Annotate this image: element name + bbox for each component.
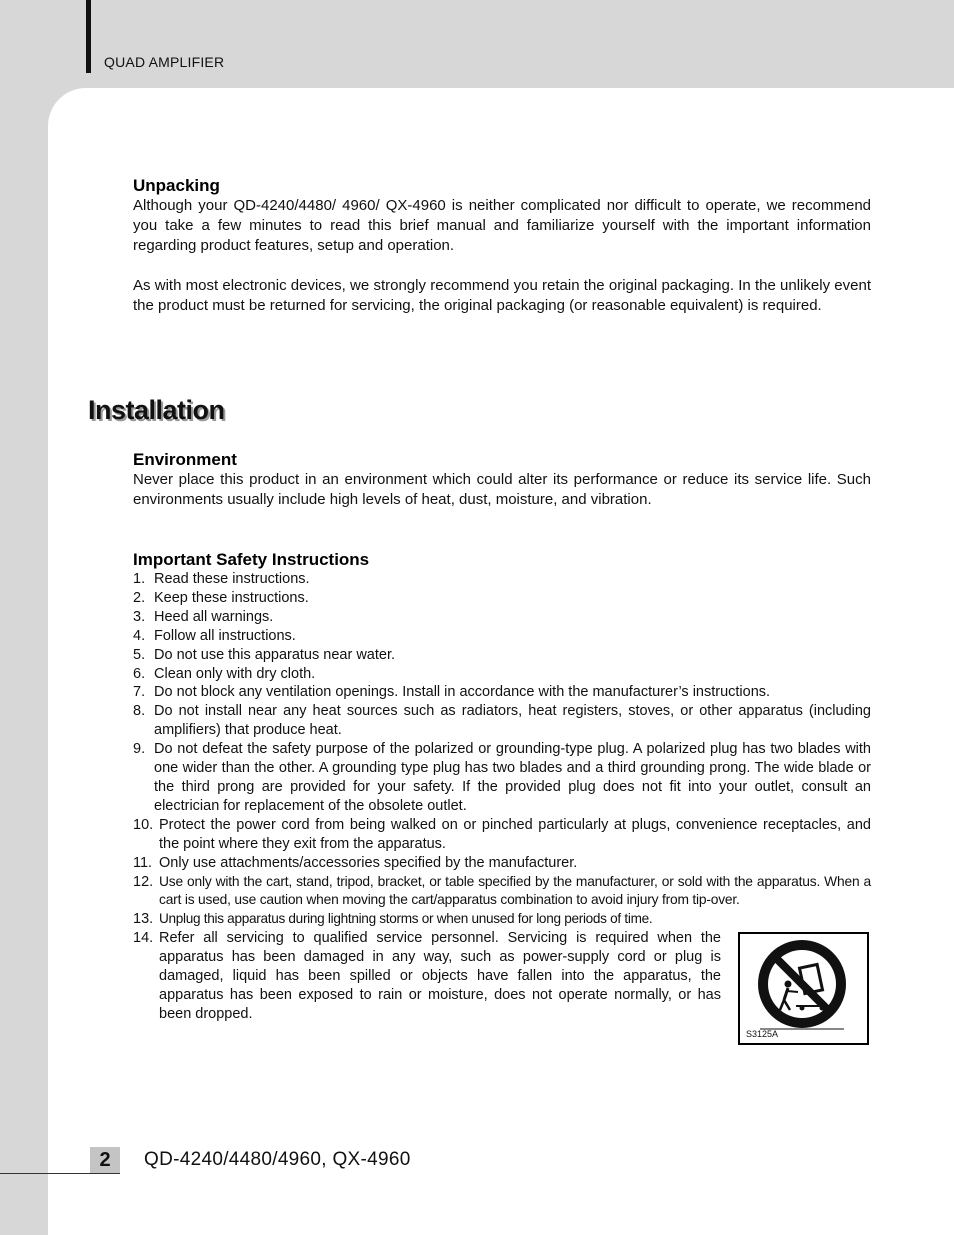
list-item: 11. Only use attachments/accessories specified by the manufacturer. — [133, 854, 578, 871]
unpacking-section — [133, 175, 871, 316]
list-item: 2. Keep these instructions. — [133, 589, 309, 606]
page-number: 2 — [90, 1147, 120, 1173]
unpacking-heading: Unpacking — [133, 176, 220, 195]
list-item: 7. Do not block any ventilation openings. Install in accordance with the manufacturer’s instructions. — [133, 684, 771, 701]
list-item: 13. Unplug this apparatus during lightning storms or when unused for long periods of time. — [133, 911, 653, 928]
list-item: 10. Protect the power cord from being walked on or pinched particularly at plugs, convenience receptacles, and the point where they exit from the apparatus. — [133, 816, 871, 852]
safety-heading: Important Safety Instructions — [133, 550, 370, 569]
cart-warning-symbol — [738, 932, 869, 1045]
list-item: 1. Read these instructions. — [133, 571, 310, 587]
environment-heading: Environment — [133, 450, 237, 469]
list-item: 8. Do not install near any heat sources such as radiators, heat registers, stoves, or other apparatus (including amplifiers) that produce heat. — [133, 703, 871, 739]
cart-symbol-code: S3125A — [746, 1029, 779, 1039]
cart-tipover-icon — [740, 934, 867, 1043]
installation-title: Installation — [88, 395, 225, 425]
header-label: QUAD AMPLIFIER — [104, 54, 225, 70]
environment-section — [133, 449, 871, 510]
footer-rule — [0, 1173, 120, 1174]
list-item: 3. Heed all warnings. — [133, 608, 274, 625]
header-band — [0, 0, 954, 90]
environment-paragraph: Never place this product in an environment which could alter its performance or reduce its service life. Such environments usually include high levels of heat, dust, moisture, and vibration. — [133, 471, 871, 508]
list-item: 14. Refer all servicing to qualified service personnel. Servicing is required when the apparatus has been damaged in any way, such as power-supply cord or plug is damaged, liquid has been spilled or objects have fallen into the apparatus, the apparatus has been exposed to rain or moisture, does not operate normally, or has been dropped. — [133, 930, 721, 1022]
footer-model: QD-4240/4480/4960, QX-4960 — [144, 1149, 411, 1170]
list-item: 4. Follow all instructions. — [133, 627, 296, 644]
header-accent-line — [86, 0, 91, 73]
list-item: 12. Use only with the cart, stand, tripod, bracket, or table specified by the manufacturer, or sold with the apparatus. When a cart is used, use caution when moving the cart/apparatus combination to avoid injury from tip-over. — [133, 873, 871, 908]
list-item: 6. Clean only with dry cloth. — [133, 665, 316, 682]
unpacking-paragraph-1: Although your QD-4240/4480/ 4960/ QX-4960 is neither complicated nor difficult to operate, we recommend you take a few minutes to read this brief manual and familiarize yourself with the important information regarding product features, setup and operation. — [133, 197, 871, 254]
list-item: 5. Do not use this apparatus near water. — [133, 646, 396, 663]
unpacking-paragraph-2: As with most electronic devices, we strongly recommend you retain the original packaging. In the unlikely event the product must be returned for servicing, the original packaging (or reasonable equivalent) is required. — [133, 277, 871, 314]
list-item: 9. Do not defeat the safety purpose of the polarized or grounding-type plug. A polarized plug has two blades with one wider than the other. A grounding type plug has two blades and a third grounding prong. The wide blade or the third prong are provided for your safety. If the provided plug does not fit into your outlet, consult an electrician for replacement of the obsolete outlet. — [133, 741, 871, 814]
